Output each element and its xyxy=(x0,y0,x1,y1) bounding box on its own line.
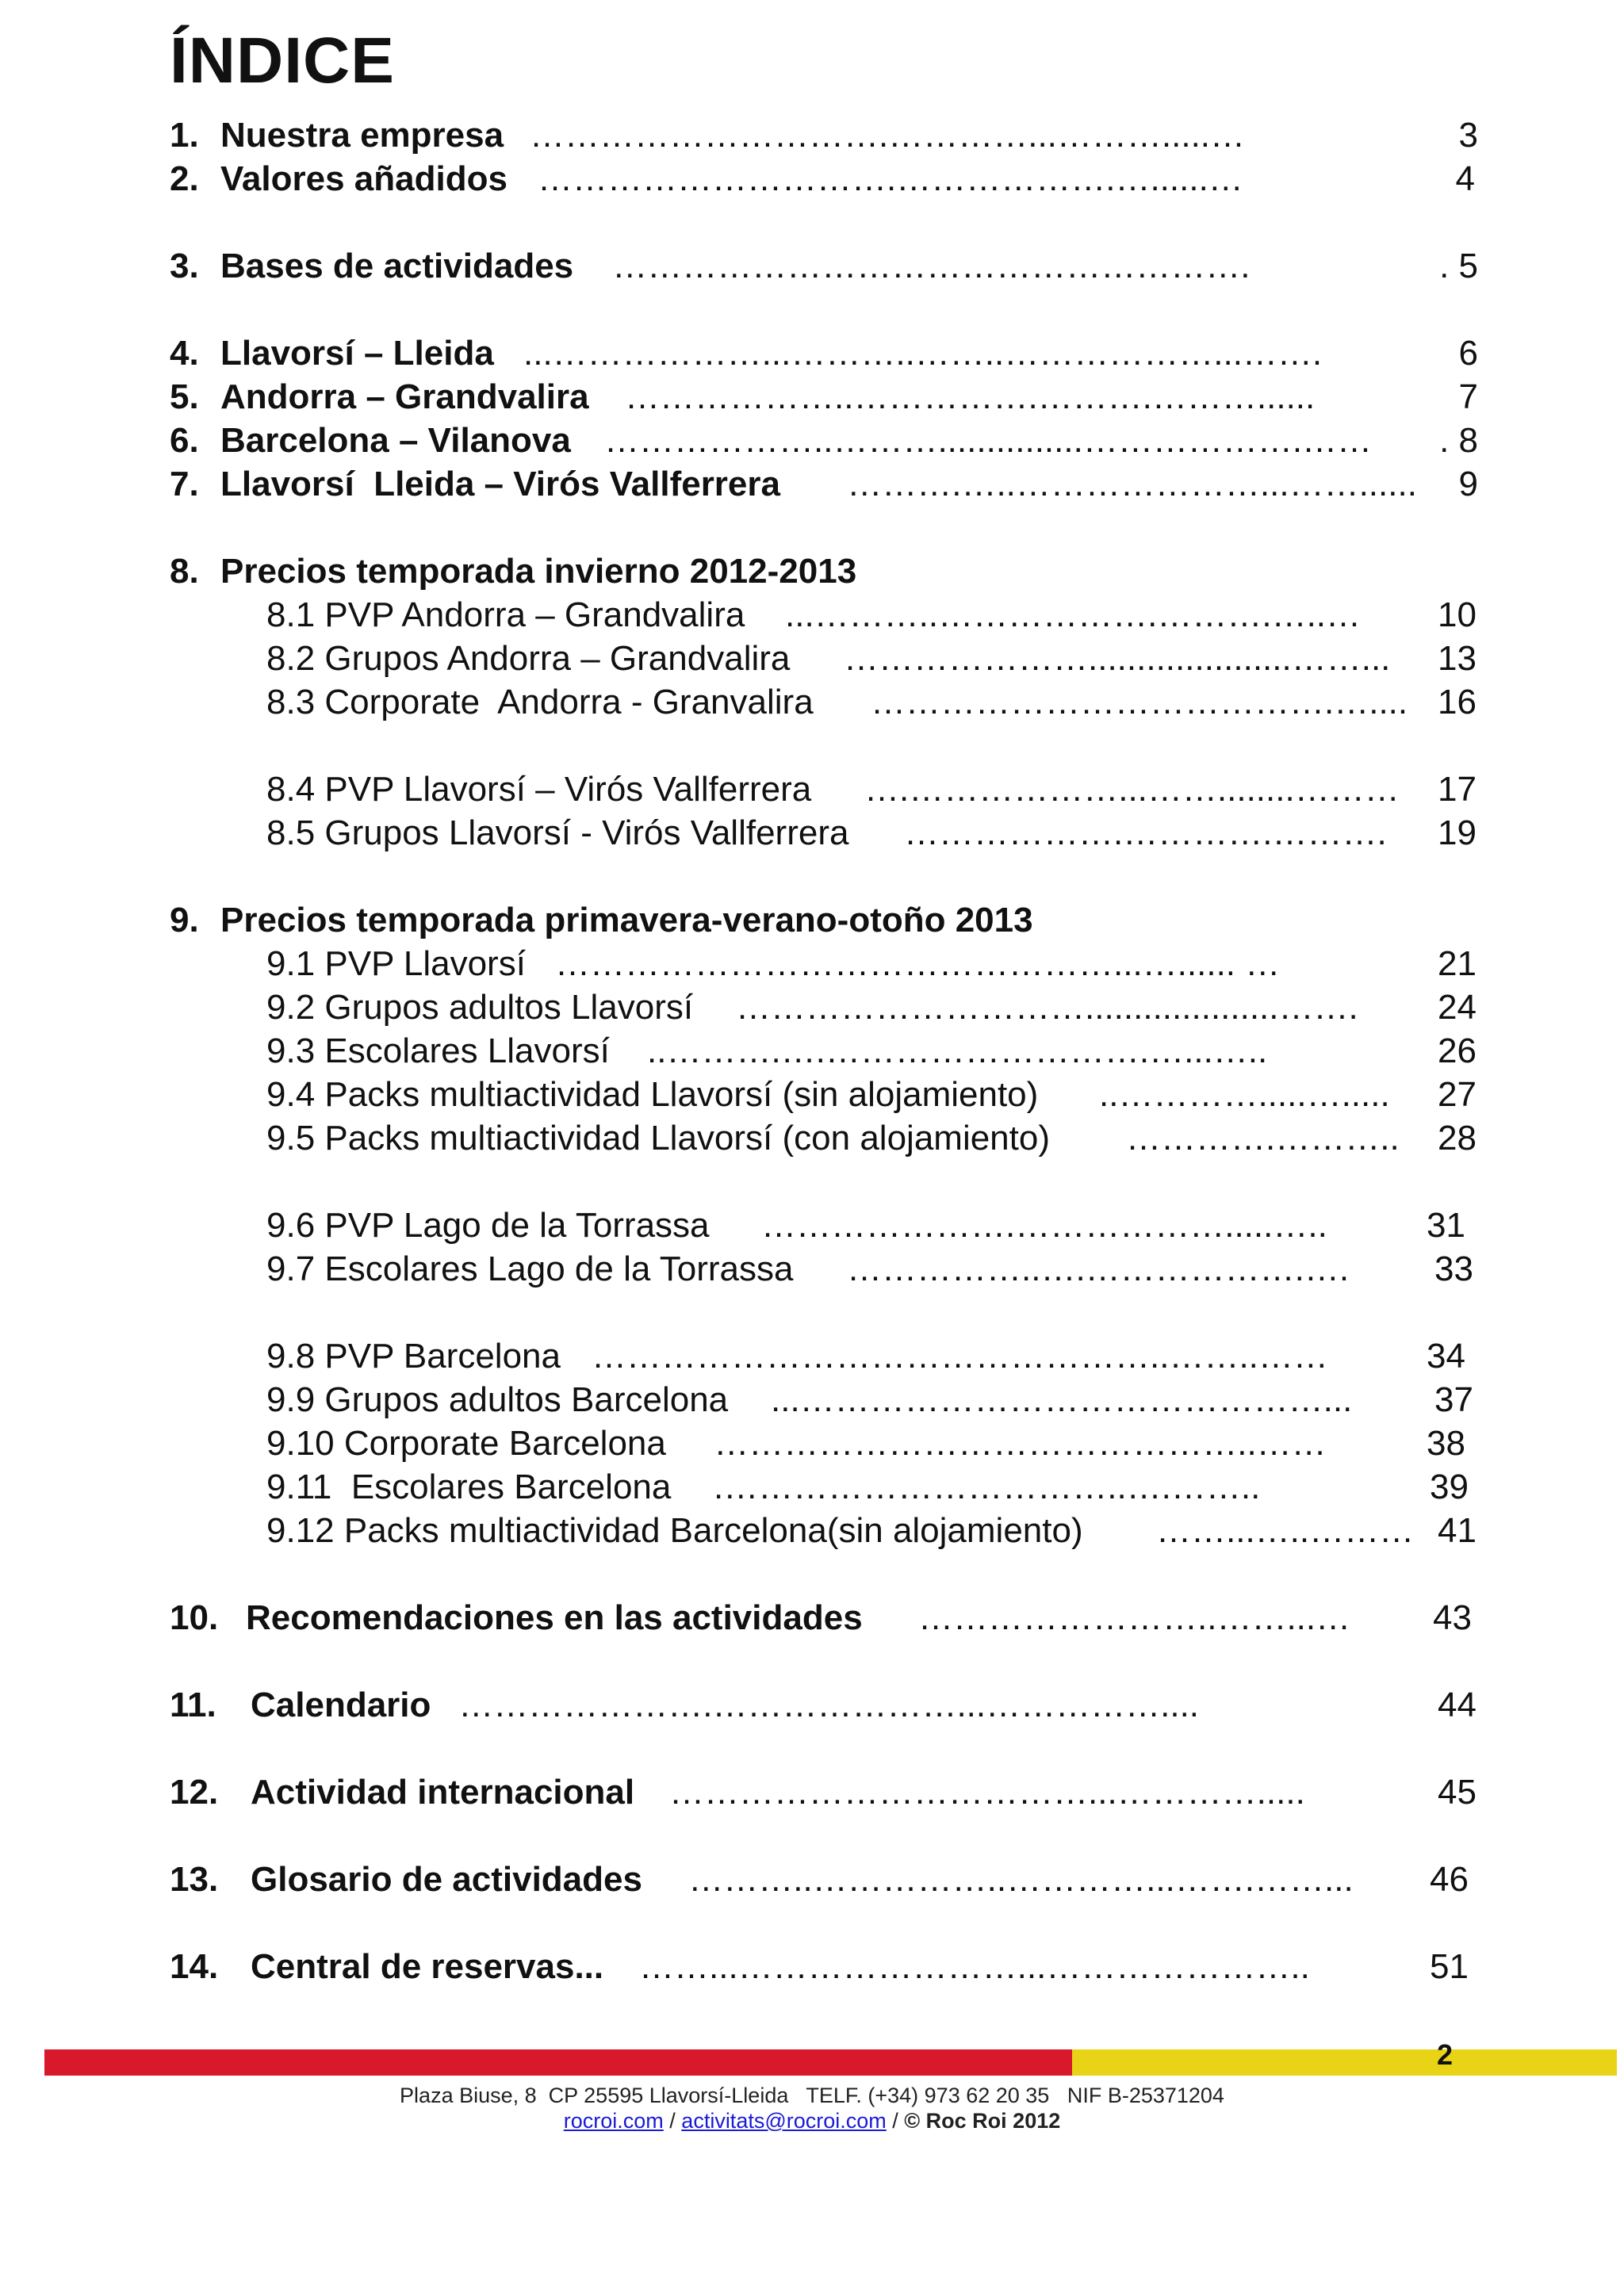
toc-entry-title: 9.4 Packs multiactividad Llavorsí (sin alojamiento) xyxy=(266,1075,1039,1114)
footer-links xyxy=(0,2107,1624,2134)
toc-entry-page: 24 xyxy=(1438,988,1477,1027)
toc-entry-page: 34 xyxy=(1427,1337,1465,1376)
toc-entry-page: 4 xyxy=(1455,159,1475,198)
toc-entry-leader: ...………………...………..……..………………...……. xyxy=(523,334,1323,373)
toc-subentry[interactable] xyxy=(0,1511,1624,1551)
toc-entry-title: 9.1 PVP Llavorsí xyxy=(266,944,526,983)
toc-entry-page: 16 xyxy=(1438,683,1477,721)
toc-entry-title: Actividad internacional xyxy=(251,1773,635,1812)
toc-entry-page: 31 xyxy=(1427,1206,1465,1245)
toc-entry-leader: ………………..………...............……………….…… xyxy=(604,421,1373,460)
toc-entry-page: 27 xyxy=(1438,1075,1477,1114)
toc-entry-title: 8.3 Corporate Andorra - Granvalira xyxy=(266,683,814,721)
toc-entry-title: 9.3 Escolares Llavorsí xyxy=(266,1031,610,1070)
toc-entry-page: 6 xyxy=(1458,334,1478,373)
toc-entry[interactable] xyxy=(0,421,1624,461)
toc-entry-page: 28 xyxy=(1438,1119,1477,1158)
toc-subentry[interactable] xyxy=(0,1249,1624,1289)
toc-entry-number: 7. xyxy=(170,465,199,503)
toc-entry-title: 8.4 PVP Llavorsí – Virós Vallferrera xyxy=(266,770,812,809)
toc-entry-title: Llavorsí – Lleida xyxy=(220,334,494,373)
toc-entry-page: . 5 xyxy=(1439,247,1478,285)
toc-entry-leader: ………………….…………………...…………….... xyxy=(449,1686,1200,1724)
footer-separator: / xyxy=(886,2109,905,2133)
toc-entry-number: 1. xyxy=(170,116,199,155)
toc-entry-page: 51 xyxy=(1430,1947,1469,1986)
copyright-notice: © Roc Roi 2012 xyxy=(904,2109,1061,2133)
toc-entry-title: 9.2 Grupos adultos Llavorsí xyxy=(266,988,694,1027)
toc-subentry[interactable] xyxy=(0,988,1624,1027)
footer-color-bar xyxy=(44,2049,1617,2076)
toc-entry[interactable] xyxy=(0,377,1624,417)
toc-entry-page: 9 xyxy=(1458,465,1478,503)
toc-entry-number: 2. xyxy=(170,159,199,198)
toc-entry-title: 9.5 Packs multiactividad Llavorsí (con alojamiento) xyxy=(266,1119,1051,1158)
toc-entry-leader: …………………………....................……. xyxy=(736,988,1358,1027)
toc-entry-leader: ……………….………….………. xyxy=(904,813,1387,852)
toc-entry-leader: ………………………….…………...……….....… xyxy=(530,116,1246,155)
toc-entry-page: 7 xyxy=(1458,377,1478,416)
toc-entry-leader: ………………………………….….... xyxy=(871,683,1408,721)
toc-entry-title: Llavorsí Lleida – Virós Vallferrera xyxy=(220,465,780,503)
toc-entry-leader: ..……….….……………………….…...….. xyxy=(647,1031,1268,1070)
toc-entry-number: 12. xyxy=(170,1773,219,1812)
toc-section-heading[interactable] xyxy=(0,552,1624,591)
toc-entry-title: Calendario xyxy=(251,1686,431,1724)
toc-entry-title: Precios temporada primavera-verano-otoño 2013 xyxy=(220,901,1033,939)
toc-entry-page: 37 xyxy=(1434,1380,1473,1419)
toc-entry-number: 6. xyxy=(170,421,199,460)
toc-entry-leader: ………..……………..…………...…….……... xyxy=(679,1860,1354,1899)
toc-entry-title: 9.9 Grupos adultos Barcelona xyxy=(266,1380,729,1419)
toc-entry-title: 9.10 Corporate Barcelona xyxy=(266,1424,666,1463)
toc-entry-page: 13 xyxy=(1438,639,1477,678)
toc-entry[interactable] xyxy=(0,1773,1624,1812)
toc-entry[interactable] xyxy=(0,247,1624,286)
toc-entry-title: 9.12 Packs multiactividad Barcelona(sin alojamiento) xyxy=(266,1511,1083,1550)
toc-entry-title: Bases de actividades xyxy=(220,247,574,285)
toc-entry-leader: …………………………………………...…...... … xyxy=(555,944,1281,983)
page-number: 2 xyxy=(1436,2038,1454,2071)
toc-entry-page: 33 xyxy=(1434,1249,1473,1288)
toc-subentry[interactable] xyxy=(0,1206,1624,1246)
toc-subentry[interactable] xyxy=(0,1031,1624,1071)
toc-entry-page: 41 xyxy=(1438,1511,1477,1550)
toc-entry-page: 21 xyxy=(1438,944,1477,983)
toc-subentry[interactable] xyxy=(0,1424,1624,1464)
toc-entry-title: Glosario de actividades xyxy=(251,1860,642,1899)
toc-entry-page: 39 xyxy=(1430,1468,1469,1506)
toc-entry-number: 9. xyxy=(170,901,199,939)
toc-entry-title: 9.7 Escolares Lago de la Torrassa xyxy=(266,1249,794,1288)
toc-entry-title: 9.11 Escolares Barcelona xyxy=(266,1468,672,1506)
footer-separator: / xyxy=(663,2109,682,2133)
toc-entry-page: 3 xyxy=(1458,116,1478,155)
toc-entry[interactable] xyxy=(0,1860,1624,1900)
toc-entry[interactable] xyxy=(0,116,1624,155)
toc-entry-title: 8.2 Grupos Andorra – Grandvalira xyxy=(266,639,791,678)
toc-entry-title: 8.5 Grupos Llavorsí - Virós Vallferrera xyxy=(266,813,849,852)
toc-entry-page: 10 xyxy=(1438,595,1477,634)
toc-subentry[interactable] xyxy=(0,1468,1624,1507)
footer-bar-red-segment xyxy=(44,2049,1072,2076)
toc-entry-leader: ………………………………………..…… xyxy=(704,1424,1327,1463)
toc-entry-number: 5. xyxy=(170,377,199,416)
toc-entry-number: 3. xyxy=(170,247,199,285)
page-title: ÍNDICE xyxy=(170,25,395,97)
toc-entry-leader: ………………….……………….....….. xyxy=(761,1206,1327,1245)
toc-entry-leader: ………………………………………………. xyxy=(603,247,1251,285)
toc-entry-leader: …………………………………………..……..…… xyxy=(592,1337,1328,1376)
toc-entry-leader: ………….……….. xyxy=(1126,1119,1400,1158)
toc-entry-leader: ……...……………………...………………….. xyxy=(639,1947,1310,1986)
website-link[interactable]: rocroi.com xyxy=(563,2109,664,2133)
toc-entry-title: Valores añadidos xyxy=(220,159,508,198)
toc-subentry[interactable] xyxy=(0,770,1624,809)
toc-entry-leader: ….………………...……........……… xyxy=(864,770,1400,809)
toc-subentry[interactable] xyxy=(0,1380,1624,1420)
toc-entry-page: . 8 xyxy=(1439,421,1478,460)
toc-subentry[interactable] xyxy=(0,639,1624,679)
toc-entry-title: Andorra – Grandvalira xyxy=(220,377,589,416)
toc-entry-leader: ...………………………………………... xyxy=(771,1380,1353,1419)
toc-entry-leader: ………………..…………….……….………...... xyxy=(625,377,1316,416)
toc-entry-page: 26 xyxy=(1438,1031,1477,1070)
toc-subentry[interactable] xyxy=(0,683,1624,722)
toc-entry-title: 8.1 PVP Andorra – Grandvalira xyxy=(266,595,745,634)
toc-entry-title: Recomendaciones en las actividades xyxy=(246,1598,863,1637)
toc-entry-page: 19 xyxy=(1438,813,1477,852)
toc-entry[interactable] xyxy=(0,1686,1624,1725)
toc-entry-number: 4. xyxy=(170,334,199,373)
toc-entry-number: 13. xyxy=(170,1860,219,1899)
toc-entry-page: 17 xyxy=(1438,770,1477,809)
toc-subentry[interactable] xyxy=(0,944,1624,984)
toc-entry-title: 9.6 PVP Lago de la Torrassa xyxy=(266,1206,710,1245)
toc-entry-number: 10. xyxy=(170,1598,219,1637)
toc-entry-leader: ………………………….……………….…......… xyxy=(538,159,1243,198)
toc-entry-page: 45 xyxy=(1438,1773,1477,1812)
toc-entry-leader: ………………….....................……... xyxy=(844,639,1391,678)
toc-entry[interactable] xyxy=(0,1598,1624,1638)
toc-entry-leader: ……….…..…………………...……...... xyxy=(837,465,1417,503)
toc-subentry[interactable] xyxy=(0,1337,1624,1376)
toc-entry-title: Barcelona – Vilanova xyxy=(220,421,571,460)
toc-entry-title: Precios temporada invierno 2012-2013 xyxy=(220,552,857,591)
toc-subentry[interactable] xyxy=(0,595,1624,635)
toc-entry[interactable] xyxy=(0,1947,1624,1987)
footer-bar-yellow-segment xyxy=(1072,2049,1617,2076)
toc-subentry[interactable] xyxy=(0,813,1624,853)
toc-entry-leader: .……………………………..….…….. xyxy=(714,1468,1261,1506)
toc-entry-leader: ..………….....…..... xyxy=(1099,1075,1390,1114)
toc-entry-page: 44 xyxy=(1438,1686,1477,1724)
toc-entry-title: Nuestra empresa xyxy=(220,116,504,155)
email-link[interactable]: activitats@rocroi.com xyxy=(681,2109,887,2133)
toc-entry-number: 14. xyxy=(170,1947,219,1986)
toc-entry[interactable] xyxy=(0,334,1624,373)
toc-subentry[interactable] xyxy=(0,1075,1624,1115)
toc-entry-leader: ……………………..……...… xyxy=(918,1598,1351,1637)
toc-entry-leader: ……...…..……… xyxy=(1156,1511,1415,1550)
toc-entry-page: 46 xyxy=(1430,1860,1469,1899)
toc-entry-leader: ...………..……………….……….…..… xyxy=(785,595,1362,634)
toc-entry-title: 9.8 PVP Barcelona xyxy=(266,1337,561,1376)
footer-address: Plaza Biuse, 8 CP 25595 Llavorsí-Lleida TELF. (+34) 973 62 20 35 NIF B-25371204 xyxy=(400,2084,1224,2107)
toc-entry[interactable] xyxy=(0,465,1624,504)
toc-entry[interactable] xyxy=(0,159,1624,199)
toc-entry-page: 38 xyxy=(1427,1424,1465,1463)
toc-entry-leader: ………………………………...…………..... xyxy=(669,1773,1305,1812)
toc-entry-number: 8. xyxy=(170,552,199,591)
toc-section-heading[interactable] xyxy=(0,901,1624,940)
toc-entry-leader: ……………..….……………….…. xyxy=(847,1249,1350,1288)
toc-entry-title: Central de reservas... xyxy=(251,1947,604,1986)
toc-entry-number: 11. xyxy=(170,1686,216,1724)
toc-entry-page: 43 xyxy=(1433,1598,1472,1637)
toc-subentry[interactable] xyxy=(0,1119,1624,1158)
